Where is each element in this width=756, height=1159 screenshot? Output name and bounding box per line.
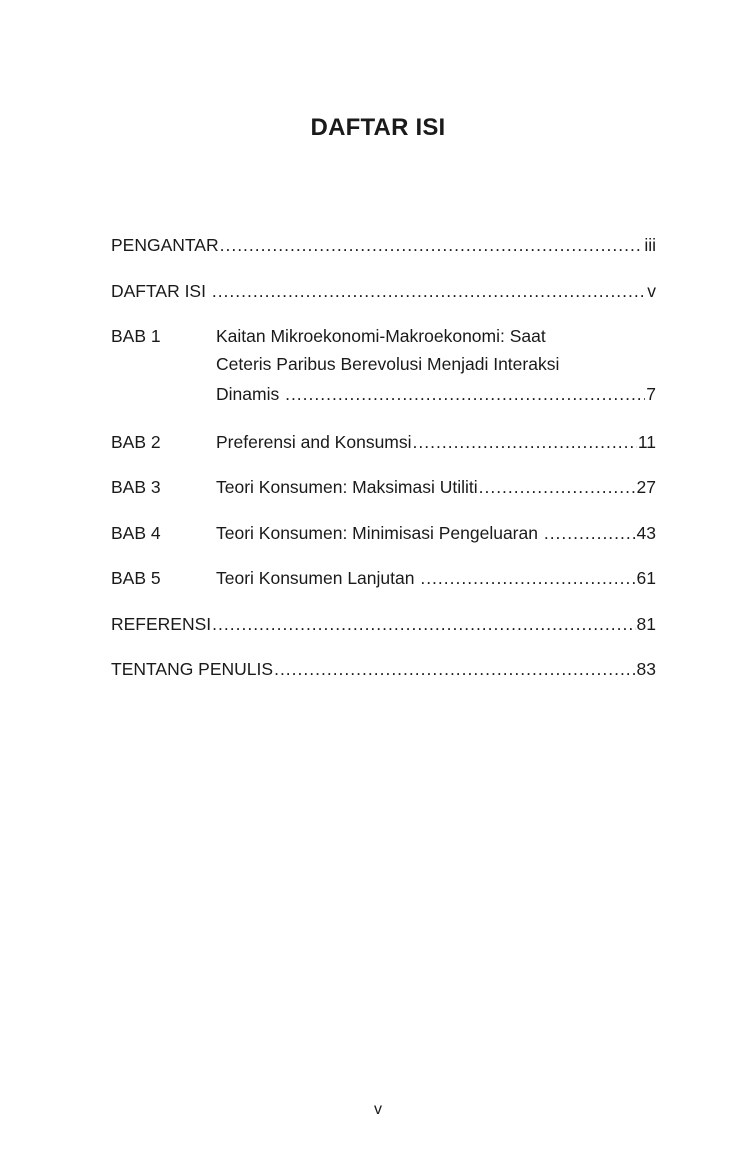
toc-entry-title: TENTANG PENULIS — [111, 659, 274, 679]
toc-leader-dots — [220, 232, 644, 258]
toc-leader-dots — [413, 429, 637, 455]
toc-entry-title-line: Dinamis — [216, 384, 285, 404]
toc-entry-page: 27 — [636, 477, 656, 497]
toc-leader-dots — [479, 474, 636, 500]
toc-entry-bab-1 — [111, 323, 656, 409]
toc-entry-title: Teori Konsumen: Maksimasi Utiliti — [216, 477, 478, 497]
toc-entry-bab-3 — [111, 474, 656, 500]
toc-entry-number: BAB 3 — [111, 477, 161, 497]
toc-entry-page: v — [647, 280, 656, 301]
toc-entry-referensi — [111, 611, 656, 637]
toc-entry-page: 43 — [636, 522, 656, 543]
toc-entry-page: 83 — [636, 659, 656, 679]
toc-entry-title: Preferensi and Konsumsi — [216, 431, 412, 452]
toc-entry-bab-5 — [111, 565, 656, 591]
toc-entry-number: BAB 4 — [111, 522, 161, 543]
toc-entry-title-line: Kaitan Mikroekonomi-Makroekonomi: Saat — [216, 326, 546, 346]
toc-leader-dots — [274, 656, 635, 682]
toc-entry-title-line: Ceteris Paribus Berevolusi Menjadi Interaksi — [216, 354, 560, 374]
toc-entry-title: Teori Konsumen Lanjutan — [216, 568, 420, 588]
toc-entry-number: BAB 2 — [111, 431, 161, 452]
toc-entry-page: iii — [644, 235, 656, 255]
toc-entry-number: BAB 1 — [111, 326, 161, 346]
toc-leader-dots — [212, 278, 646, 304]
toc-entry-daftar-isi — [111, 278, 656, 304]
toc-leader-dots — [420, 565, 635, 591]
page-number: v — [374, 1101, 382, 1118]
table-of-contents — [111, 232, 656, 682]
page-title: DAFTAR ISI — [310, 114, 446, 142]
toc-entry-page: 81 — [636, 613, 656, 634]
toc-leader-dots — [285, 379, 645, 409]
toc-entry-pengantar — [111, 232, 656, 258]
toc-entry-number: BAB 5 — [111, 568, 161, 588]
toc-entry-page: 61 — [636, 568, 656, 588]
toc-entry-title: Teori Konsumen: Minimisasi Pengeluaran — [216, 522, 543, 543]
toc-entry-bab-4 — [111, 520, 656, 546]
toc-entry-bab-2 — [111, 429, 656, 455]
toc-entry-tentang-penulis — [111, 656, 656, 682]
toc-leader-dots — [212, 611, 635, 637]
toc-entry-page: 7 — [646, 384, 656, 404]
toc-entry-title: REFERENSI — [111, 613, 212, 634]
toc-entry-page: 11 — [637, 431, 656, 452]
toc-entry-title: DAFTAR ISI — [111, 280, 211, 301]
toc-entry-title: PENGANTAR — [111, 235, 219, 255]
toc-leader-dots — [544, 520, 636, 546]
